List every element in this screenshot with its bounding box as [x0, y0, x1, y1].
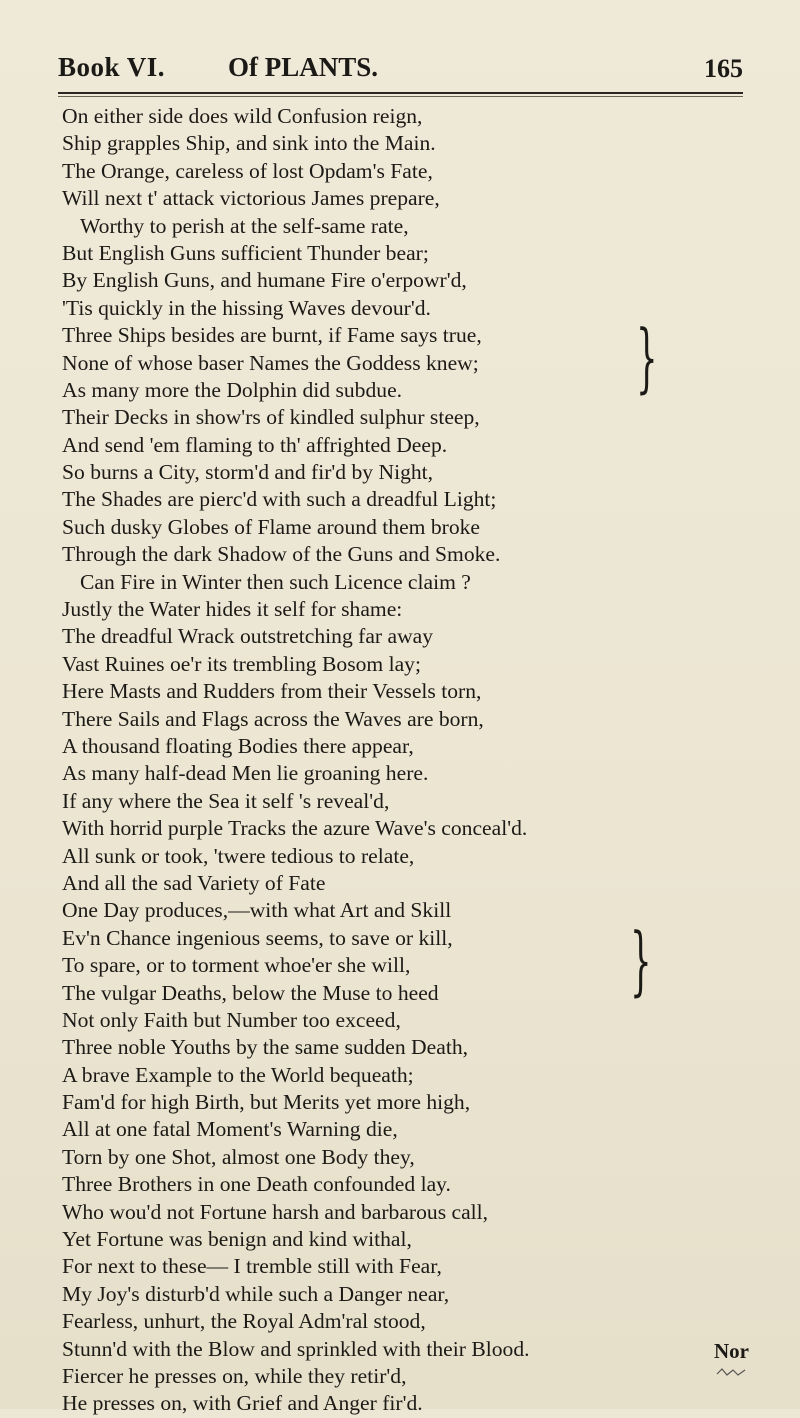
- poem-line: A thousand floating Bodies there appear,: [62, 733, 414, 758]
- poem-line: Will next t' attack victorious James prepare,: [62, 186, 440, 211]
- triplet-brace: }: [630, 918, 652, 1007]
- poem-line: Worthy to perish at the self-same rate,: [80, 213, 409, 238]
- poem-line: So burns a City, storm'd and fir'd by Night,: [62, 460, 434, 485]
- poem-line: But English Guns sufficient Thunder bear;: [62, 240, 429, 265]
- poem-line: Such dusky Globes of Flame around them broke: [62, 514, 481, 539]
- running-header: [58, 50, 743, 90]
- poem-line: There Sails and Flags across the Waves are born,: [62, 706, 484, 731]
- poem-line: Who wou'd not Fortune harsh and barbarous call,: [62, 1199, 489, 1224]
- poem-line: All at one fatal Moment's Warning die,: [62, 1117, 398, 1142]
- poem-line: Through the dark Shadow of the Guns and Smoke.: [62, 542, 501, 567]
- poem-line: Not only Faith but Number too exceed,: [62, 1007, 401, 1032]
- triplet-brace: }: [636, 315, 658, 404]
- poem-line: Three Ships besides are burnt, if Fame says true,: [62, 323, 482, 348]
- poem-line: Fam'd for high Birth, but Merits yet more high,: [62, 1090, 471, 1115]
- poem-line: Ev'n Chance ingenious seems, to save or kill,: [62, 925, 453, 950]
- poem-line: Three noble Youths by the same sudden Death,: [62, 1035, 469, 1060]
- poem-line: One Day produces,—with what Art and Skill: [62, 898, 452, 923]
- poem-line: And all the sad Variety of Fate: [62, 870, 326, 895]
- poem-line: He presses on, with Grief and Anger fir'd.: [62, 1391, 423, 1416]
- page-number: 165: [704, 54, 743, 83]
- poem-line: Vast Ruines oe'r its trembling Bosom lay;: [62, 651, 421, 676]
- poem-line: Fiercer he presses on, while they retir'd,: [62, 1363, 407, 1388]
- poem-line: As many half-dead Men lie groaning here.: [62, 761, 429, 786]
- poem-line: As many more the Dolphin did subdue.: [62, 377, 403, 402]
- poem-line: By English Guns, and humane Fire o'erpowr'd,: [62, 268, 467, 293]
- poem-line: Justly the Water hides it self for shame:: [62, 597, 403, 622]
- book-label: Book VI.: [58, 52, 166, 82]
- poem-line: If any where the Sea it self 's reveal'd,: [62, 788, 390, 813]
- header-title: Of PLANTS.: [228, 52, 379, 82]
- poem-line: To spare, or to torment whoe'er she will,: [62, 953, 411, 978]
- poem-line: None of whose baser Names the Goddess knew;: [62, 350, 479, 375]
- header-rule-thin: [58, 96, 743, 97]
- poem-line: Their Decks in show'rs of kindled sulphur steep,: [62, 405, 480, 430]
- poem-line: Yet Fortune was benign and kind withal,: [62, 1227, 412, 1252]
- poem-line: Stunn'd with the Blow and sprinkled with their Blood.: [62, 1336, 530, 1361]
- poem-line: Torn by one Shot, almost one Body they,: [62, 1144, 415, 1169]
- poem-line: The Orange, careless of lost Opdam's Fate,: [62, 158, 433, 183]
- catchword: Nor: [714, 1339, 749, 1363]
- poem-line: Three Brothers in one Death confounded lay.: [62, 1172, 451, 1197]
- poem-text: [62, 103, 752, 1418]
- poem-line: My Joy's disturb'd while such a Danger near,: [62, 1281, 450, 1306]
- poem-line: With horrid purple Tracks the azure Wave's conceal'd.: [62, 816, 528, 841]
- poem-line: The Shades are pierc'd with such a dreadful Light;: [62, 487, 497, 512]
- poem-line: Can Fire in Winter then such Licence claim ?: [80, 569, 471, 594]
- poem-line: For next to these— I tremble still with Fear,: [62, 1254, 442, 1279]
- poem-line: All sunk or took, 'twere tedious to relate,: [62, 843, 415, 868]
- poem-line: Here Masts and Rudders from their Vessels torn,: [62, 679, 482, 704]
- poem-line: Fearless, unhurt, the Royal Adm'ral stood,: [62, 1309, 426, 1334]
- header-rule: [58, 92, 743, 94]
- poem-line: On either side does wild Confusion reign,: [62, 104, 423, 128]
- poem-line: 'Tis quickly in the hissing Waves devour'd.: [62, 295, 431, 320]
- poem-line: And send 'em flaming to th' affrighted Deep.: [62, 432, 448, 457]
- poem-line: The dreadful Wrack outstretching far away: [62, 624, 434, 649]
- printer-ornament-icon: [716, 1366, 746, 1378]
- poem-line: The vulgar Deaths, below the Muse to heed: [62, 980, 439, 1005]
- poem-line: Ship grapples Ship, and sink into the Main.: [62, 131, 436, 156]
- poem-line: A brave Example to the World bequeath;: [62, 1062, 414, 1087]
